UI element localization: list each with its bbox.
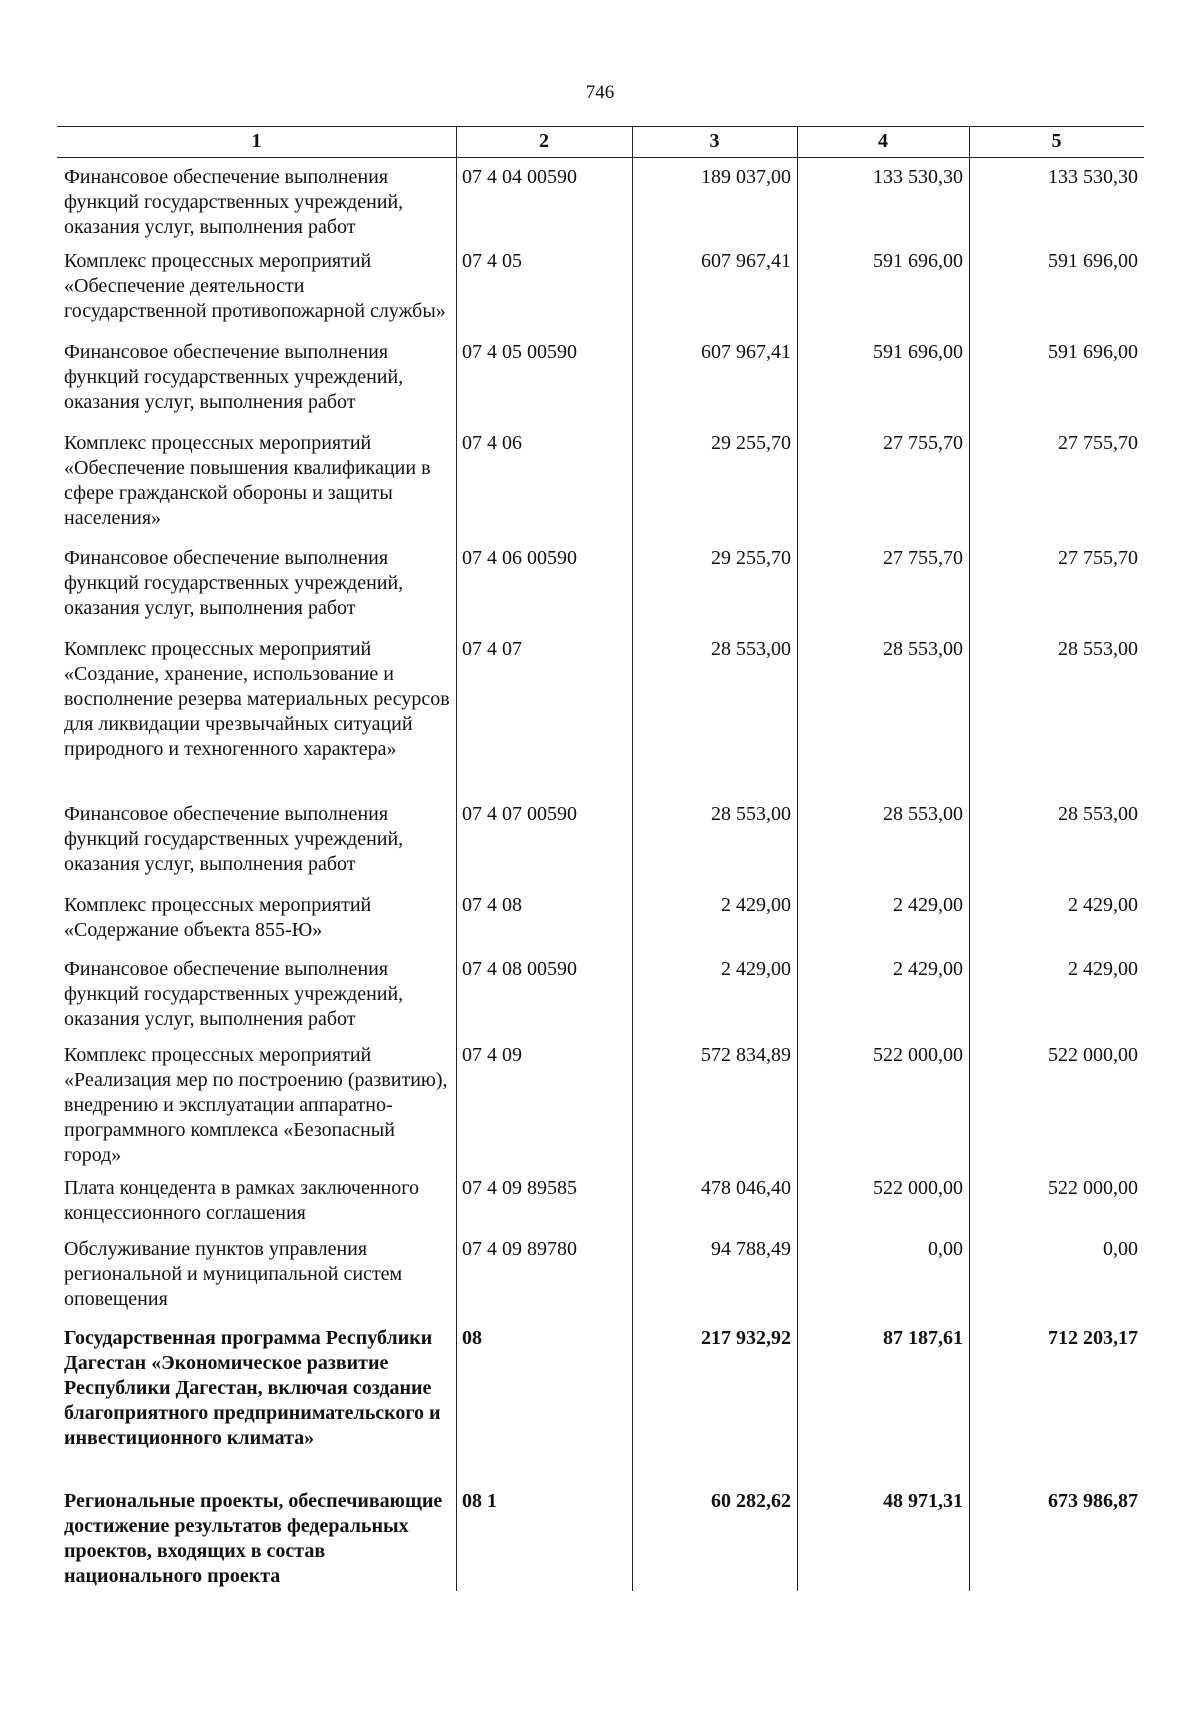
budget-table-frame — [57, 126, 1144, 1591]
row-name: Комплекс процессных мероприятий «Обеспечение повышения квалификации в сфере гражданской обороны и защиты населения» — [64, 432, 431, 529]
row-value-4: 0,00 — [928, 1238, 963, 1260]
budget-table — [57, 126, 1144, 1599]
row-value-5: 2 429,00 — [1068, 894, 1138, 916]
row-value-3: 478 046,40 — [701, 1177, 791, 1199]
row-value-4: 522 000,00 — [873, 1044, 963, 1066]
row-value-4: 133 530,30 — [873, 166, 963, 188]
row-value-3: 189 037,00 — [701, 166, 791, 188]
row-code: 07 4 04 00590 — [462, 166, 577, 188]
row-name: Государственная программа Республики Дагестан «Экономическое развитие Республики Дагестан, включая создание благоприятного предпринимательского и инвестиционного климата» — [64, 1327, 441, 1449]
row-code: 07 4 09 — [462, 1044, 522, 1066]
row-value-5: 522 000,00 — [1048, 1177, 1138, 1199]
row-code: 07 4 07 00590 — [462, 803, 577, 825]
row-value-5: 0,00 — [1103, 1238, 1138, 1260]
table-row — [57, 1043, 1144, 1176]
row-value-5: 591 696,00 — [1048, 250, 1138, 272]
row-value-3: 2 429,00 — [721, 894, 791, 916]
row-value-3: 28 553,00 — [711, 803, 791, 825]
row-name: Финансовое обеспечение выполнения функций государственных учреждений, оказания услуг, выполнения работ — [64, 803, 404, 875]
row-value-3: 607 967,41 — [701, 250, 791, 272]
row-code: 07 4 07 — [462, 638, 522, 660]
row-code: 07 4 09 89585 — [462, 1177, 577, 1199]
row-value-3: 607 967,41 — [701, 341, 791, 363]
row-code: 08 1 — [462, 1490, 497, 1512]
row-value-4: 87 187,61 — [883, 1327, 963, 1349]
table-row — [57, 957, 1144, 1043]
column-header-4: 4 — [878, 130, 888, 152]
table-row — [57, 1489, 1144, 1599]
row-code: 07 4 09 89780 — [462, 1238, 577, 1260]
row-code: 07 4 08 00590 — [462, 958, 577, 980]
row-value-3: 60 282,62 — [711, 1490, 791, 1512]
row-value-4: 27 755,70 — [883, 547, 963, 569]
row-value-3: 217 932,92 — [701, 1327, 791, 1349]
table-row — [57, 1237, 1144, 1326]
row-value-3: 2 429,00 — [721, 958, 791, 980]
row-value-4: 28 553,00 — [883, 638, 963, 660]
row-value-3: 572 834,89 — [701, 1044, 791, 1066]
table-row — [57, 249, 1144, 340]
row-name: Финансовое обеспечение выполнения функций государственных учреждений, оказания услуг, выполнения работ — [64, 341, 404, 413]
row-value-4: 522 000,00 — [873, 1177, 963, 1199]
table-row — [57, 157, 1144, 249]
row-value-3: 29 255,70 — [711, 547, 791, 569]
row-value-4: 591 696,00 — [873, 250, 963, 272]
row-value-5: 2 429,00 — [1068, 958, 1138, 980]
row-value-3: 28 553,00 — [711, 638, 791, 660]
row-code: 07 4 05 00590 — [462, 341, 577, 363]
row-name: Финансовое обеспечение выполнения функций государственных учреждений, оказания услуг, выполнения работ — [64, 166, 404, 238]
row-name: Комплекс процессных мероприятий «Содержание объекта 855-Ю» — [64, 894, 372, 941]
row-value-3: 94 788,49 — [711, 1238, 791, 1260]
row-code: 08 — [462, 1327, 482, 1349]
table-header-row — [57, 126, 1144, 157]
table-row — [57, 431, 1144, 546]
row-code: 07 4 06 — [462, 432, 522, 454]
row-code: 07 4 06 00590 — [462, 547, 577, 569]
table-row — [57, 546, 1144, 637]
row-value-5: 28 553,00 — [1058, 638, 1138, 660]
column-header-1: 1 — [251, 130, 262, 152]
row-name: Обслуживание пунктов управления региональной и муниципальной систем оповещения — [64, 1238, 403, 1310]
row-name: Комплекс процессных мероприятий «Реализация мер по построению (развитию), внедрению и эксплуатации аппаратно-программного комплекса «Безопасный город» — [64, 1044, 448, 1166]
row-value-4: 591 696,00 — [873, 341, 963, 363]
row-name: Финансовое обеспечение выполнения функций государственных учреждений, оказания услуг, выполнения работ — [64, 958, 404, 1030]
row-value-5: 27 755,70 — [1058, 547, 1138, 569]
table-row — [57, 1326, 1144, 1489]
row-value-4: 27 755,70 — [883, 432, 963, 454]
column-header-3: 3 — [709, 130, 720, 152]
row-name: Плата концедента в рамках заключенного концессионного соглашения — [64, 1177, 419, 1224]
row-name: Комплекс процессных мероприятий «Создание, хранение, использование и восполнение резерва материальных ресурсов для ликвидации чрезвычайных ситуаций природного и техногенного характера» — [64, 638, 450, 760]
row-name: Региональные проекты, обеспечивающие достижение результатов федеральных проектов, входящих в состав национального проекта — [64, 1490, 443, 1587]
column-header-5: 5 — [1051, 130, 1062, 152]
table-row — [57, 637, 1144, 802]
row-value-4: 2 429,00 — [893, 958, 963, 980]
row-value-4: 2 429,00 — [893, 894, 963, 916]
row-value-5: 673 986,87 — [1048, 1490, 1138, 1512]
row-value-3: 29 255,70 — [711, 432, 791, 454]
row-value-5: 133 530,30 — [1048, 166, 1138, 188]
table-row — [57, 1176, 1144, 1237]
row-value-5: 28 553,00 — [1058, 803, 1138, 825]
row-code: 07 4 08 — [462, 894, 522, 916]
row-value-5: 522 000,00 — [1048, 1044, 1138, 1066]
row-value-5: 591 696,00 — [1048, 341, 1138, 363]
column-header-2: 2 — [539, 130, 549, 152]
table-row — [57, 340, 1144, 431]
row-value-5: 27 755,70 — [1058, 432, 1138, 454]
row-value-5: 712 203,17 — [1048, 1327, 1138, 1349]
row-value-4: 48 971,31 — [883, 1490, 963, 1512]
page-number: 746 — [585, 82, 615, 103]
row-name: Комплекс процессных мероприятий «Обеспечение деятельности государственной противопожарной службы» — [64, 250, 446, 322]
table-row — [57, 893, 1144, 957]
table-row — [57, 802, 1144, 893]
row-name: Финансовое обеспечение выполнения функций государственных учреждений, оказания услуг, выполнения работ — [64, 547, 404, 619]
row-code: 07 4 05 — [462, 250, 522, 272]
row-value-4: 28 553,00 — [883, 803, 963, 825]
